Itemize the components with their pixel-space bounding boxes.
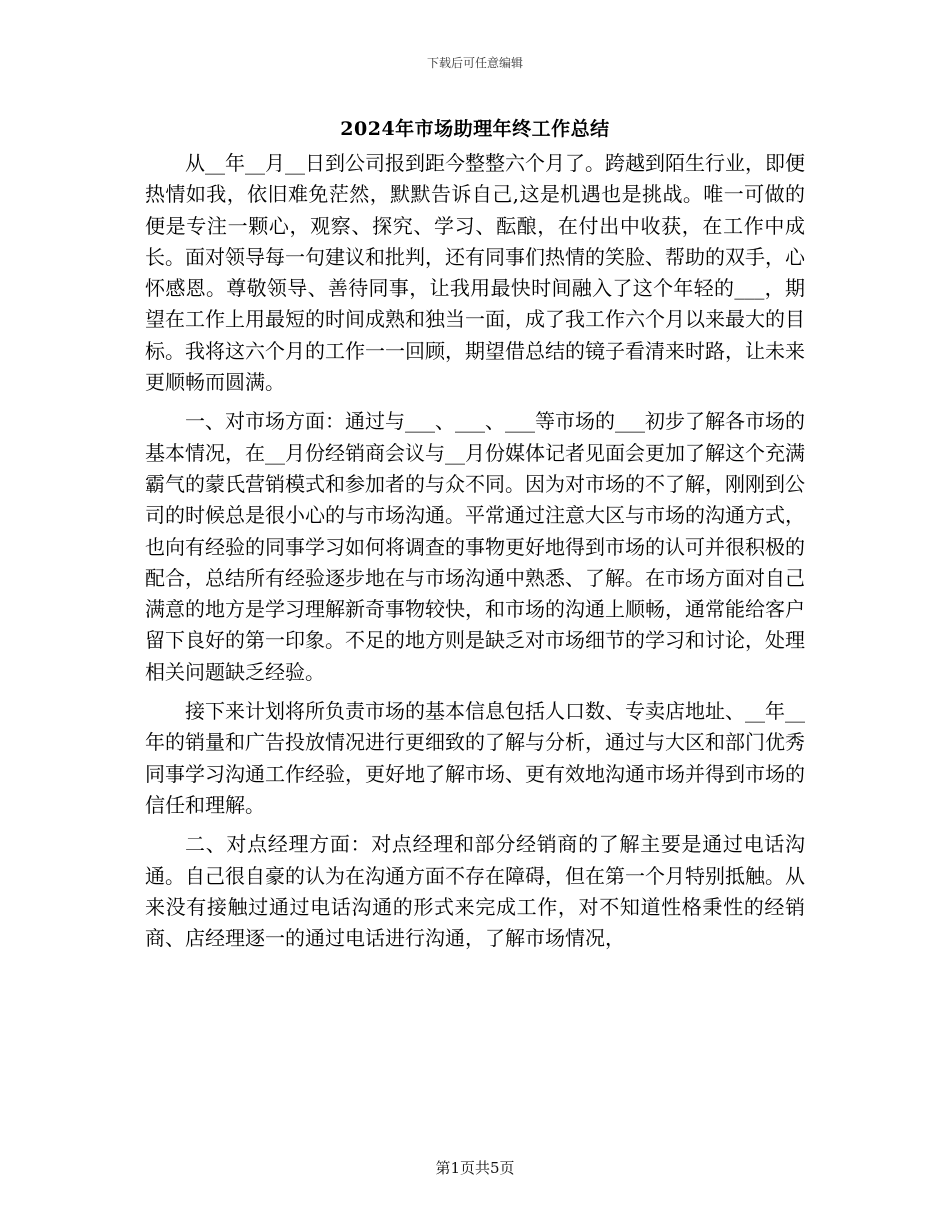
header-note: 下载后可任意编辑 [426, 56, 523, 70]
page-number: 第1页共5页 [435, 1159, 515, 1177]
document-body [145, 148, 805, 962]
paragraph-intro: 从__年__月__日到公司报到距今整整六个月了。跨越到陌生行业，即便热情如我，依旧难免茫然，默默告诉自己,这是机遇也是挑战。唯一可做的便是专注一颗心，观察、探究、学习、酝酿，在付出中收获，在工作中成长。面对领导每一句建议和批判，还有同事们热情的笑脸、帮助的双手，心怀感恩。尊敬领导、善待同事，让我用最快时间融入了这个年轻的___，期望在工作上用最短的时间成熟和独当一面，成了我工作六个月以来最大的目标。我将这六个月的工作一一回顾，期望借总结的镜子看清来时路，让未来更顺畅而圆满。 [145, 151, 805, 395]
document-title: 2024年市场助理年终工作总结 [340, 118, 610, 140]
paragraph-store-manager: 二、对点经理方面：对点经理和部分经销商的了解主要是通过电话沟通。自己很自豪的认为在沟通方面不存在障碍，但在第一个月特别抵触。从来没有接触过通过电话沟通的形式来完成工作，对不知道性格秉性的经销商、店经理逐一的通过电话进行沟通，了解市场情况， [145, 832, 805, 951]
paragraph-market: 一、对市场方面：通过与___、___、___等市场的___初步了解各市场的基本情况，在__月份经销商会议与__月份媒体记者见面会更加了解这个充满霸气的蒙氏营销模式和参加者的与众不同。因为对市场的不了解，刚刚到公司的时候总是很小心的与市场沟通。平常通过注意大区与市场的沟通方式，也向有经验的同事学习如何将调查的事物更好地得到市场的认可并很积极的配合，总结所有经验逐步地在与市场沟通中熟悉、了解。在市场方面对自己满意的地方是学习理解新奇事物较快，和市场的沟通上顺畅，通常能给客户留下良好的第一印象。不足的地方则是缺乏对市场细节的学习和讨论，处理相关问题缺乏经验。 [145, 409, 805, 684]
paragraph-plan: 接下来计划将所负责市场的基本信息包括人口数、专卖店地址、__年__年的销量和广告投放情况进行更细致的了解与分析，通过与大区和部门优秀同事学习沟通工作经验，更好地了解市场、更有效地沟通市场并得到市场的信任和理解。 [145, 699, 805, 817]
